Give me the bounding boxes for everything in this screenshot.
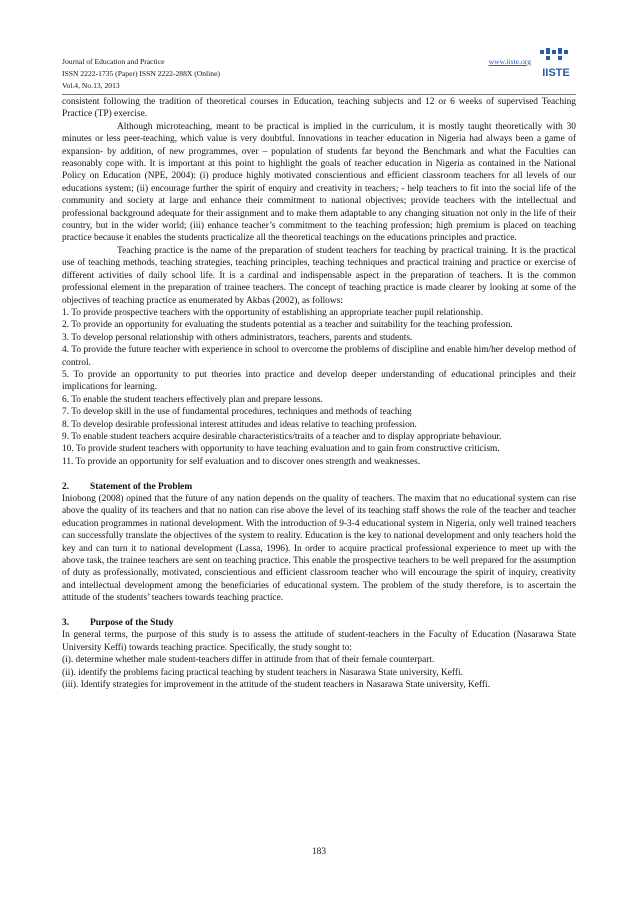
paragraph-1: consistent following the tradition of theoretical courses in Education, teaching subjects and 12 or 6 weeks of supervised Teaching Practice (TP) exercise. xyxy=(62,97,576,120)
page-number: 183 xyxy=(311,847,327,857)
objective-item: 4. To provide the future teacher with experience in school to overcome the problems of discipline and enable him/her develop method of control. xyxy=(62,345,576,368)
page-header xyxy=(62,56,576,92)
page-body xyxy=(62,96,576,691)
objective-item: 1. To provide prospective teachers with the opportunity of establishing an appropriate teacher pupil relationship. xyxy=(62,307,483,318)
objective-item: 7. To develop skill in the use of fundamental procedures, techniques and methods of teaching xyxy=(62,407,412,418)
volume-line: Vol.4, No.13, 2013 xyxy=(62,81,120,90)
objectives-list xyxy=(62,307,576,468)
journal-name: Journal of Education and Practice xyxy=(62,57,165,66)
objective-item: 6. To enable the student teachers effectively plan and prepare lessons. xyxy=(62,394,323,405)
section-3-title: Purpose of the Study xyxy=(90,618,174,629)
objective-item: 3. To develop personal relationship with others administrators, teachers, parents and students. xyxy=(62,332,413,343)
section-3-heading xyxy=(62,617,576,629)
section-2-text: Iniobong (2008) opined that the future of any nation depends on the quality of teachers. The maxim that no educational system can rise above the quality of its teachers and that no nation can rise above the level of its teaching staff shows the role of the teacher and teacher education programmes in national development. With the introduction of 9-3-4 educational system in Nigeria, only well trained teachers can successfully translate the objectives of the system to reality. Education is the key to national development and only teachers hold the key and can turn it to national development (Lassa, 1996). In order to acquire practical professional experience to meet up with the above task, the trainee teachers are sent on teaching practice. This enable the prospective teachers to be well prepared for the assumption of duty as professionally, motivated, conscientious and efficient classroom teacher who will encourage the spirit of inquiry, creativity and intellectual development among the beneficiaries of educational system. The problem of the study therefore, is to ascertain the attitude of the students’ teachers towards teaching practice. xyxy=(62,493,576,604)
iiste-logo-icon xyxy=(536,48,576,86)
objective-item: 2. To provide an opportunity for evaluating the students potential as a teacher and suitability for the teaching profession. xyxy=(62,320,513,331)
objective-item: 8. To develop desirable professional interest attitudes and ideas relative to teaching profession. xyxy=(62,419,417,430)
purpose-item: (iii). Identify strategies for improvement in the attitude of the student teachers in Nasarawa State university, Keffi. xyxy=(62,680,490,691)
journal-url-link[interactable]: www.iiste.org xyxy=(488,57,531,66)
header-rule xyxy=(62,94,576,95)
section-2-number: 2. xyxy=(62,481,70,492)
paragraph-2: Although microteaching, meant to be practical is implied in the curriculum, it is mostly taught theoretically with 30 minutes or less peer-teaching, which value is very doubtful. Innovations in teacher education in Nigeria had always been a game of expansion- by addition, of new programmes, over – population of students far beyond the Benchmark and what the Faculties can reasonably cope with. It is important at this point to highlight the goals of teacher education in Nigeria as contained in the National Policy on Education (NPE, 2004): (i) produce highly motivated conscientious and efficient classroom teachers for all levels of our educations system; (ii) encourage further the spirit of enquiry and creativity in teachers; - help teachers to fit into the social life of the community and society at large and enhance their commitment to national objectives; provide teachers with the intellectual and professional background adequate for their assignment and to make them adaptable to any changing situation not only in the life of their country, but in the wider world; (iii) enhance teacher’s commitment to the teaching profession; high premium is placed on teaching practice because it enables the students practicalize all the theoretical teachings on the educations principles and practice. xyxy=(62,121,576,244)
logo-text: IISTE xyxy=(542,67,570,79)
objective-item: 5. To provide an opportunity to put theories into practice and develop deeper understanding of educational principles and their implications for learning. xyxy=(62,369,576,393)
purpose-item: (ii). identify the problems facing practical teaching by student teachers in Nasarawa State university, Keffi. xyxy=(62,667,463,678)
objective-item: 11. To provide an opportunity for self evaluation and to discover ones strength and weaknesses. xyxy=(62,456,421,467)
purpose-item: (i). determine whether male student-teachers differ in attitude from that of their female counterpart. xyxy=(62,655,435,666)
section-2-title: Statement of the Problem xyxy=(90,481,193,492)
issn-line: ISSN 2222-1735 (Paper) ISSN 2222-288X (Online) xyxy=(62,69,220,78)
paragraph-3: Teaching practice is the name of the preparation of student teachers for teaching by practical training. It is the practical use of teaching methods, teaching strategies, teaching principles, teaching techniques and practical training and practice or exercise of different activities of daily school life. It is a cardinal and indispensable aspect in the preparation of teachers. It is the common professional element in the preparation of trainee teachers. The concept of teaching practice is made clearer by looking at some of the objectives of teaching practice as enumerated by Akbas (2002), as follows: xyxy=(62,245,576,306)
objective-item: 10. To provide student teachers with opportunity to have teaching evaluation and to gain from constructive criticism. xyxy=(62,444,500,455)
section-3-text: In general terms, the purpose of this study is to assess the attitude of student-teachers in the Faculty of Education (Nasarawa State University Keffi) towards teaching practice. Specifically, the study sought to: xyxy=(62,630,576,653)
objective-item: 9. To enable student teachers acquire desirable characteristics/traits of a teacher and to display appropriate behaviour. xyxy=(62,431,502,442)
section-2-heading xyxy=(62,481,576,493)
section-3-number: 3. xyxy=(62,618,70,629)
